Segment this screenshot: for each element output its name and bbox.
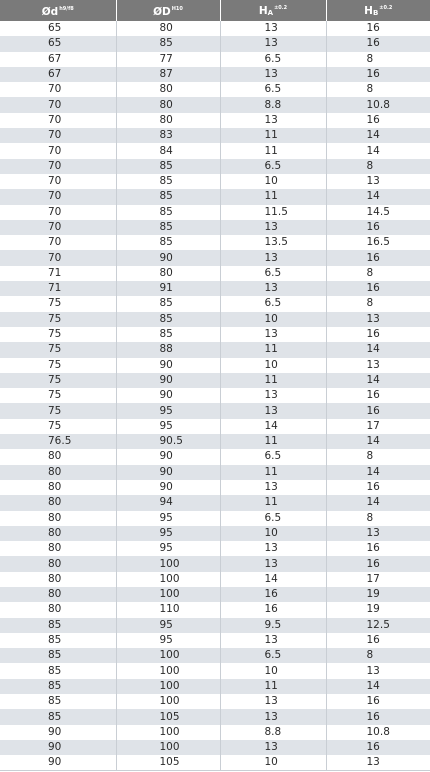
cell-inner-diameter: 70 (0, 250, 116, 265)
cell-height-b: 8 (366, 511, 374, 524)
cell-inner-diameter: 75 (0, 373, 116, 388)
cell-height-b: 16 (366, 282, 380, 295)
table-row (0, 36, 430, 51)
cell-outer-diameter: 77 (116, 52, 220, 67)
cell-height-a: 11 (220, 373, 326, 388)
cell-inner-diameter: 80 (0, 602, 116, 617)
cell-inner-diameter: 75 (0, 388, 116, 403)
cell-outer-diameter: 91 (116, 281, 220, 296)
cell-inner-diameter: 70 (0, 143, 116, 158)
cell-outer-diameter: 95 (116, 403, 220, 418)
cell-outer-diameter: 100 (116, 663, 220, 678)
cell-outer-diameter: 90 (116, 449, 220, 464)
cell-inner-diameter: 80 (0, 541, 116, 556)
cell-inner-diameter: 85 (0, 633, 116, 648)
cell-height-b: 14 (366, 343, 380, 356)
cell-height-a: 6.5 (220, 511, 326, 526)
table-row (0, 205, 430, 220)
cell-height-b: 16 (366, 328, 380, 341)
cell-height-a: 6.5 (220, 296, 326, 311)
cell-outer-diameter: 95 (116, 419, 220, 434)
cell-height-a: 13 (220, 541, 326, 556)
cell-height-b: 13 (366, 526, 380, 539)
cell-outer-diameter: 100 (116, 740, 220, 755)
cell-height-b: 16 (366, 22, 380, 35)
cell-height-b: 13 (366, 756, 380, 769)
cell-height-b: 16 (366, 37, 380, 50)
cell-height-a: 10 (220, 663, 326, 678)
table-row (0, 52, 430, 67)
table-row (0, 480, 430, 495)
cell-outer-diameter: 85 (116, 205, 220, 220)
cell-height-a: 11 (220, 495, 326, 510)
cell-inner-diameter: 65 (0, 36, 116, 51)
cell-inner-diameter: 71 (0, 266, 116, 281)
cell-height-a: 10 (220, 312, 326, 327)
cell-height-a: 13 (220, 709, 326, 724)
cell-height-a: 13 (220, 21, 326, 36)
table-row (0, 434, 430, 449)
cell-height-a: 6.5 (220, 266, 326, 281)
cell-outer-diameter: 100 (116, 587, 220, 602)
cell-height-b: 19 (366, 588, 380, 601)
cell-height-a: 13 (220, 556, 326, 571)
cell-outer-diameter: 85 (116, 235, 220, 250)
cell-inner-diameter: 80 (0, 511, 116, 526)
cell-height-a: 6.5 (220, 648, 326, 663)
table-row (0, 159, 430, 174)
cell-outer-diameter: 95 (116, 618, 220, 633)
table-row (0, 572, 430, 587)
cell-outer-diameter: 90.5 (116, 434, 220, 449)
header-height-b: $H_B^{\pm 0.2}$ (364, 5, 393, 17)
cell-height-b: 16 (366, 557, 380, 570)
cell-inner-diameter: 70 (0, 82, 116, 97)
table-body (0, 21, 430, 771)
cell-outer-diameter: 90 (116, 373, 220, 388)
cell-outer-diameter: 80 (116, 82, 220, 97)
cell-height-a: 11 (220, 128, 326, 143)
cell-inner-diameter: 75 (0, 327, 116, 342)
table-row (0, 358, 430, 373)
cell-inner-diameter: 70 (0, 113, 116, 128)
table-header (0, 0, 430, 21)
header-row (0, 0, 430, 21)
table-row (0, 679, 430, 694)
cell-outer-diameter: 100 (116, 679, 220, 694)
table-row (0, 128, 430, 143)
cell-height-b: 16 (366, 251, 380, 264)
cell-inner-diameter: 75 (0, 342, 116, 357)
cell-outer-diameter: 100 (116, 725, 220, 740)
cell-inner-diameter: 70 (0, 97, 116, 112)
cell-height-a: 6.5 (220, 449, 326, 464)
cell-height-a: 13 (220, 633, 326, 648)
cell-height-a: 6.5 (220, 159, 326, 174)
table-row (0, 694, 430, 709)
cell-height-b: 8 (366, 83, 374, 96)
cell-height-a: 16 (220, 602, 326, 617)
cell-height-a: 13 (220, 250, 326, 265)
cell-height-a: 13 (220, 327, 326, 342)
cell-height-b: 8 (366, 450, 374, 463)
cell-inner-diameter: 70 (0, 128, 116, 143)
cell-outer-diameter: 80 (116, 266, 220, 281)
cell-height-a: 13 (220, 220, 326, 235)
cell-height-b: 13 (366, 175, 380, 188)
table-row (0, 465, 430, 480)
cell-height-b: 13 (366, 312, 380, 325)
table-row (0, 648, 430, 663)
cell-inner-diameter: 75 (0, 419, 116, 434)
cell-outer-diameter: 85 (116, 189, 220, 204)
table-row (0, 419, 430, 434)
cell-height-b: 12.5 (366, 618, 390, 631)
table-row (0, 67, 430, 82)
bottom-rule (0, 770, 430, 771)
cell-height-a: 11 (220, 342, 326, 357)
cell-outer-diameter: 110 (116, 602, 220, 617)
cell-outer-diameter: 85 (116, 220, 220, 235)
cell-outer-diameter: 88 (116, 342, 220, 357)
table-row (0, 556, 430, 571)
table-row (0, 403, 430, 418)
cell-outer-diameter: 100 (116, 556, 220, 571)
cell-inner-diameter: 85 (0, 618, 116, 633)
cell-inner-diameter: 75 (0, 296, 116, 311)
cell-height-a: 11 (220, 434, 326, 449)
cell-height-b: 16 (366, 113, 380, 126)
cell-height-b: 16 (366, 542, 380, 555)
cell-height-a: 11 (220, 679, 326, 694)
cell-height-b: 14 (366, 496, 380, 509)
table-row (0, 740, 430, 755)
cell-outer-diameter: 90 (116, 388, 220, 403)
cell-outer-diameter: 85 (116, 296, 220, 311)
cell-inner-diameter: 71 (0, 281, 116, 296)
cell-height-b: 14 (366, 435, 380, 448)
cell-height-b: 16 (366, 710, 380, 723)
cell-inner-diameter: 80 (0, 495, 116, 510)
cell-outer-diameter: 84 (116, 143, 220, 158)
cell-outer-diameter: 85 (116, 312, 220, 327)
cell-inner-diameter: 70 (0, 159, 116, 174)
cell-height-b: 14.5 (366, 205, 390, 218)
cell-height-a: 13 (220, 113, 326, 128)
cell-height-b: 13 (366, 358, 380, 371)
cell-outer-diameter: 100 (116, 694, 220, 709)
cell-inner-diameter: 80 (0, 556, 116, 571)
cell-height-a: 8.8 (220, 725, 326, 740)
cell-height-b: 8 (366, 297, 374, 310)
cell-height-b: 14 (366, 190, 380, 203)
header-inner-diameter: $Ød^{h9/f8}$ (0, 0, 116, 21)
cell-height-a: 6.5 (220, 52, 326, 67)
cell-inner-diameter: 67 (0, 52, 116, 67)
cell-height-a: 11 (220, 465, 326, 480)
cell-height-b: 16 (366, 404, 380, 417)
cell-inner-diameter: 90 (0, 725, 116, 740)
table-row (0, 143, 430, 158)
table-row (0, 618, 430, 633)
table-row (0, 281, 430, 296)
table-row (0, 373, 430, 388)
header-outer-diameter: $ØD^{H10}$ (116, 0, 220, 21)
cell-height-b: 17 (366, 572, 380, 585)
table-row (0, 587, 430, 602)
cell-height-a: 11 (220, 189, 326, 204)
table-row (0, 312, 430, 327)
cell-inner-diameter: 85 (0, 709, 116, 724)
header-height-a: $H_A^{\pm 0.2}$ (220, 0, 326, 21)
cell-height-b: 14 (366, 679, 380, 692)
cell-outer-diameter: 105 (116, 709, 220, 724)
cell-height-b: 16 (366, 481, 380, 494)
table-row (0, 633, 430, 648)
cell-height-a: 13 (220, 740, 326, 755)
cell-height-b: 16 (366, 389, 380, 402)
cell-height-b: 16 (366, 634, 380, 647)
table-row (0, 388, 430, 403)
table-row (0, 495, 430, 510)
cell-height-a: 8.8 (220, 97, 326, 112)
cell-inner-diameter: 90 (0, 740, 116, 755)
cell-inner-diameter: 76.5 (0, 434, 116, 449)
table-row (0, 174, 430, 189)
table-row (0, 327, 430, 342)
cell-inner-diameter: 70 (0, 174, 116, 189)
table-row (0, 755, 430, 770)
cell-height-a: 11 (220, 143, 326, 158)
table-row (0, 511, 430, 526)
cell-height-b: 8 (366, 649, 374, 662)
cell-height-b: 17 (366, 419, 380, 432)
cell-outer-diameter: 85 (116, 327, 220, 342)
cell-inner-diameter: 70 (0, 205, 116, 220)
cell-height-b: 19 (366, 603, 380, 616)
cell-inner-diameter: 65 (0, 21, 116, 36)
table-row (0, 602, 430, 617)
cell-inner-diameter: 80 (0, 526, 116, 541)
cell-outer-diameter: 95 (116, 541, 220, 556)
cell-height-a: 9.5 (220, 618, 326, 633)
cell-inner-diameter: 75 (0, 403, 116, 418)
cell-height-a: 10 (220, 174, 326, 189)
table-row (0, 21, 430, 36)
cell-height-b: 16 (366, 741, 380, 754)
cell-height-b: 8 (366, 52, 374, 65)
cell-outer-diameter: 95 (116, 511, 220, 526)
cell-height-b: 14 (366, 144, 380, 157)
cell-outer-diameter: 105 (116, 755, 220, 770)
table-row (0, 449, 430, 464)
cell-inner-diameter: 70 (0, 189, 116, 204)
cell-outer-diameter: 100 (116, 572, 220, 587)
table-row (0, 296, 430, 311)
cell-height-b: 8 (366, 266, 374, 279)
cell-outer-diameter: 95 (116, 526, 220, 541)
cell-outer-diameter: 90 (116, 465, 220, 480)
cell-height-a: 13.5 (220, 235, 326, 250)
cell-outer-diameter: 90 (116, 250, 220, 265)
cell-inner-diameter: 80 (0, 465, 116, 480)
cell-height-a: 13 (220, 694, 326, 709)
cell-inner-diameter: 80 (0, 572, 116, 587)
cell-outer-diameter: 95 (116, 633, 220, 648)
cell-outer-diameter: 80 (116, 21, 220, 36)
cell-outer-diameter: 90 (116, 358, 220, 373)
cell-outer-diameter: 85 (116, 36, 220, 51)
cell-outer-diameter: 87 (116, 67, 220, 82)
cell-inner-diameter: 80 (0, 587, 116, 602)
cell-height-b: 13 (366, 664, 380, 677)
cell-inner-diameter: 80 (0, 449, 116, 464)
table-row (0, 541, 430, 556)
table-row (0, 220, 430, 235)
cell-inner-diameter: 85 (0, 694, 116, 709)
cell-height-a: 16 (220, 587, 326, 602)
cell-height-a: 14 (220, 419, 326, 434)
cell-height-a: 13 (220, 36, 326, 51)
table-row (0, 342, 430, 357)
cell-outer-diameter: 80 (116, 97, 220, 112)
table-row (0, 189, 430, 204)
cell-height-a: 14 (220, 572, 326, 587)
cell-inner-diameter: 70 (0, 220, 116, 235)
cell-height-b: 10.8 (366, 98, 390, 111)
cell-height-a: 10 (220, 755, 326, 770)
cell-height-b: 10.8 (366, 725, 390, 738)
table-row (0, 82, 430, 97)
cell-height-b: 14 (366, 129, 380, 142)
cell-outer-diameter: 85 (116, 174, 220, 189)
cell-outer-diameter: 100 (116, 648, 220, 663)
cell-height-b: 16 (366, 221, 380, 233)
cell-height-b: 14 (366, 465, 380, 478)
cell-inner-diameter: 85 (0, 648, 116, 663)
table-row (0, 725, 430, 740)
cell-inner-diameter: 75 (0, 358, 116, 373)
cell-inner-diameter: 67 (0, 67, 116, 82)
cell-inner-diameter: 75 (0, 312, 116, 327)
cell-height-a: 13 (220, 403, 326, 418)
table-row (0, 526, 430, 541)
table-row (0, 250, 430, 265)
cell-height-a: 13 (220, 388, 326, 403)
cell-height-a: 10 (220, 358, 326, 373)
cell-inner-diameter: 90 (0, 755, 116, 770)
table-row (0, 663, 430, 678)
cell-height-a: 13 (220, 281, 326, 296)
cell-height-a: 11.5 (220, 205, 326, 220)
cell-height-b: 16 (366, 695, 380, 708)
table-row (0, 235, 430, 250)
cell-outer-diameter: 90 (116, 480, 220, 495)
cell-inner-diameter: 85 (0, 663, 116, 678)
cell-outer-diameter: 94 (116, 495, 220, 510)
cell-height-a: 6.5 (220, 82, 326, 97)
cell-inner-diameter: 70 (0, 235, 116, 250)
cell-inner-diameter: 80 (0, 480, 116, 495)
cell-height-a: 13 (220, 480, 326, 495)
table-row (0, 266, 430, 281)
cell-outer-diameter: 80 (116, 113, 220, 128)
cell-height-a: 10 (220, 526, 326, 541)
table-row (0, 113, 430, 128)
cell-height-b: 14 (366, 373, 380, 386)
cell-height-a: 13 (220, 67, 326, 82)
table-row (0, 97, 430, 112)
cell-height-b: 8 (366, 159, 374, 172)
cell-outer-diameter: 83 (116, 128, 220, 143)
cell-height-b: 16.5 (366, 236, 390, 249)
cell-inner-diameter: 85 (0, 679, 116, 694)
table-row (0, 709, 430, 724)
cell-outer-diameter: 85 (116, 159, 220, 174)
cell-height-b: 16 (366, 68, 380, 81)
